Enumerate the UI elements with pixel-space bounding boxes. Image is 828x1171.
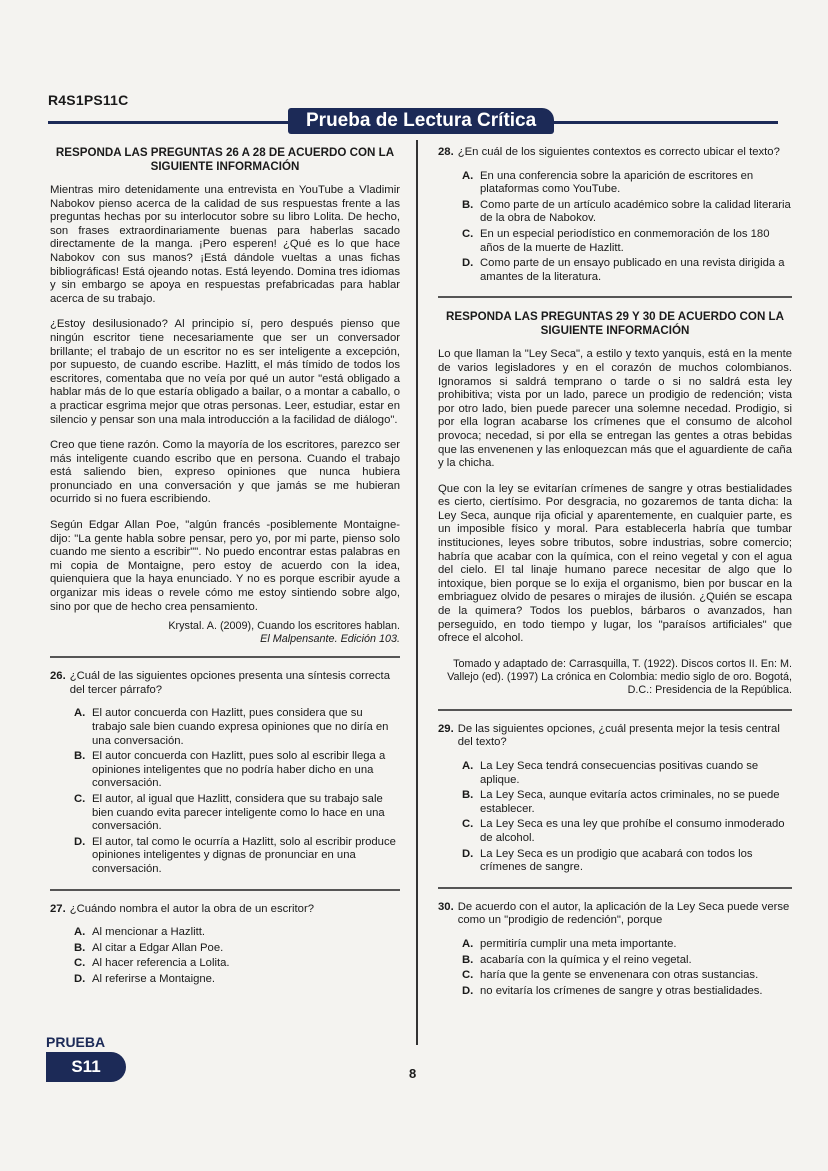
option-letter: C. [74,792,86,805]
answer-option[interactable] [462,170,792,197]
column-divider [416,140,418,1045]
reading-paragraph-1: Mientras miro detenidamente una entrevista en YouTube a Vladimir Nabokov pienso acerca de la calidad de sus respuestas frente a las preguntas hechas por su interlocutor sobre su libro Lolita. De hecho, son frases extraordinariamente buenas para haberlas sacado directamente de la manga. ¡Pero esperen! ¿Qué es lo que hace Nabokov con sus manos? ¡Está dándole vueltas a unas fichas bibliográficas! Está ojeando notas. Está leyendo. Domina tres idiomas y sin embargo se apoya en respuestas prefabricadas para hablar acerca de su trabajo. [50,184,400,305]
option-text: El autor, tal como le ocurría a Hazlitt, solo al escribir produce opiniones inteligentes y dignas de pronunciar en una conversación. [92,835,396,875]
left-column [50,146,400,999]
answer-option[interactable] [74,957,400,971]
answer-option[interactable] [462,954,792,968]
answer-option[interactable] [74,973,400,987]
question-number: 30. [438,900,454,913]
instruction-heading-26-28: RESPONDA LAS PREGUNTAS 26 A 28 DE ACUERDO CON LA SIGUIENTE INFORMACIÓN [55,146,395,173]
reading-paragraph-2: ¿Estoy desilusionado? Al principio sí, pero después pienso que ningún escritor tiene necesariamente que ser un conversador brillante; el trabajo de un escritor no es ser inteligente a excepción, por supuesto, de cuando escribe. Hazlitt, el más tímido de todos los escritores, comentaba que no veía por qué un autor "está obligado a hablar más de lo que estaría obligado a bailar, o a montar a caballo, o a practicar esgrima mejor que otras personas. Leer, estudiar, estar en silencio y pensar son una mala introducción a la facilidad de diálogo". [50,318,400,426]
option-letter: C. [462,227,474,240]
question-number: 26. [50,670,66,683]
page-number: 8 [409,1066,417,1081]
question-number: 28. [438,146,454,158]
answer-option[interactable] [462,938,792,952]
option-letter: D. [462,847,474,860]
option-letter: D. [462,984,474,997]
option-text: Como parte de un artículo académico sobre la calidad literaria de la obra de Nabokov. [480,198,791,225]
question-27-options [74,926,400,986]
option-letter: C. [462,969,474,982]
citation-line-2: El Malpensante. Edición 103. [260,633,400,646]
reading-paragraph-4: Según Edgar Allan Poe, "algún francés -posiblemente Montaigne- dijo: "La gente habla sobre pensar, pero yo, por mi parte, pienso solo cuando me siento a escribir"". No puedo encontrar estas palabras en mi copia de Montaigne, pero estoy de acuerdo con la idea, quienquiera que la haya enunciado. Y no es porque escribir ayude a organizar mis ideas o revele cómo me estoy sintiendo sobre algo, sino por que de hecho crea pensamiento. [50,519,400,613]
reading-paragraph-6: Que con la ley se evitarían crímenes de sangre y otras bestialidades es cierto, ciertísimo. Por desgracia, no gozaremos de tanta dicha: la Ley Seca, aunque rija oficial y aparentemente, en cualquier parte, es un imposible físico y moral. Para establecerla habría que tumbar instituciones, leyes sobre tributos, sobre industrias, sobre comercio; habría que acabar con la química, con el reino vegetal y con el agua del cielo. El tal linaje humano parece necesitar de algo que lo intoxique, bien porque se lo exija el organismo, bien por buscar en la embriaguez olvido de pesares o mirajes de ilusión. ¿Quién se escapa de la quimera? Todos los pueblos, bárbaros o avanzados, han perseguido, en todo tiempo y lugar, los "paraísos artificiales" que ofrece el alcohol. [438,482,792,645]
option-text: acabaría con la química y el reino vegetal. [480,953,692,966]
question-text: De las siguientes opciones, ¿cuál presenta mejor la tesis central del texto? [457,722,780,749]
answer-option[interactable] [74,750,400,791]
answer-option[interactable] [74,793,400,834]
option-letter: D. [74,835,86,848]
option-letter: C. [462,818,474,831]
option-letter: A. [462,937,474,950]
option-text: no evitaría los crímenes de sangre y otras bestialidades. [480,984,763,997]
option-text: Como parte de un ensayo publicado en una revista dirigida a amantes de la literatura. [480,257,785,283]
answer-option[interactable] [462,257,792,284]
option-text: La Ley Seca tendrá consecuencias positivas cuando se aplique. [480,760,759,786]
reading-paragraph-3: Creo que tiene razón. Como la mayoría de los escritores, parezco ser más inteligente cuando escribo que en persona. Cuando el trabajo está saliendo bien, expreso opiniones que nunca hubiera pronunciado en una conversación y que jamás se me hubieran ocurrido si no fuera escribiendo. [50,439,400,506]
option-text: Al hacer referencia a Lolita. [92,957,230,970]
right-column [438,146,792,1010]
question-text: ¿En cuál de los siguientes contextos es correcto ubicar el texto? [457,146,780,158]
option-text: Al mencionar a Hazlitt. [92,926,206,939]
document-code: R4S1PS11C [48,92,129,108]
answer-option[interactable] [462,199,792,226]
question-text: De acuerdo con el autor, la aplicación de la Ley Seca puede verse como un "prodigio de redención", porque [457,900,790,927]
question-27 [50,903,400,917]
question-30 [438,901,792,928]
section-separator [438,887,792,889]
option-text: El autor concuerda con Hazlitt, pues considera que su trabajo sale bien cuando expresa opiniones que no diría en una conversación. [92,707,389,747]
answer-option[interactable] [462,969,792,983]
answer-option[interactable] [462,789,792,816]
answer-option[interactable] [74,836,400,877]
section-separator [438,709,792,711]
source-citation [50,620,400,646]
option-text: El autor, al igual que Hazlitt, considera que su trabajo sale bien cuando evita parecer inteligente como lo hace en una conversación. [92,792,385,833]
option-letter: A. [74,926,86,939]
option-text: Al citar a Edgar Allan Poe. [92,941,224,954]
section-separator [50,656,400,658]
option-letter: C. [74,957,86,970]
option-letter: B. [74,750,86,763]
option-letter: A. [462,760,474,772]
option-letter: D. [74,972,86,985]
answer-option[interactable] [74,707,400,748]
answer-option[interactable] [462,848,792,875]
option-text: En un especial periodístico en conmemoración de los 180 años de la muerte de Hazlitt. [480,227,770,254]
answer-option[interactable] [462,818,792,845]
question-number: 27. [50,902,66,915]
question-text: ¿Cuál de las siguientes opciones presenta una síntesis correcta del tercer párrafo? [69,670,390,696]
option-text: La Ley Seca, aunque evitaría actos criminales, no se puede establecer. [480,789,780,815]
question-28 [438,146,792,160]
option-text: El autor concuerda con Hazlitt, pues solo al escribir llega a opiniones inteligentes que no podría haber dicho en una conversación. [92,750,386,790]
question-29-options [462,760,792,875]
option-letter: A. [462,169,474,182]
option-letter: B. [462,953,474,966]
option-text: En una conferencia sobre la aparición de escritores en plataformas como YouTube. [480,169,754,196]
answer-option[interactable] [74,926,400,940]
test-badge: S11 [46,1052,126,1082]
section-separator [50,889,400,891]
question-text: ¿Cuándo nombra el autor la obra de un escritor? [69,902,314,915]
question-26-options [74,707,400,876]
question-number: 29. [438,722,454,735]
option-letter: B. [462,198,474,211]
prueba-label: PRUEBA [46,1034,106,1050]
citation-line-1: Krystal. A. (2009), Cuando los escritores hablan. [168,620,400,633]
instruction-heading-29-30: RESPONDA LAS PREGUNTAS 29 Y 30 DE ACUERDO CON LA SIGUIENTE INFORMACIÓN [446,310,784,338]
option-letter: A. [74,707,86,720]
reading-paragraph-5: Lo que llaman la "Ley Seca", a estilo y texto yanquis, está en la mente de varios legisladores y en el corazón de muchos colombianos. Ignoramos si saldrá temprano o tarde o si no saldrá esta ley prohibitiva; vista por un lado, parece un prodigio de redención; vista por otro lado, bien puede parecer una solemne necedad. Prodigio, si por ella logran acabarse los crímenes que el consumo de alcohol provoca; necedad, si por ella se entregan las gentes a otras bebidas que las envenenen y las enloquezcan más que el aguardiente de caña y la chicha. [438,348,792,470]
answer-option[interactable] [462,760,792,787]
option-letter: B. [74,941,86,954]
option-text: La Ley Seca es una ley que prohíbe el consumo inmoderado de alcohol. [480,818,785,844]
question-29 [438,723,792,750]
option-text: haría que la gente se envenenara con otras sustancias. [480,969,759,982]
option-letter: B. [462,789,474,802]
answer-option[interactable] [462,985,792,999]
option-text: Al referirse a Montaigne. [92,972,216,985]
source-citation-2: Tomado y adaptado de: Carrasquilla, T. (1922). Discos cortos II. En: M. Vallejo (ed). (1997) La crónica en Colombia: medio siglo de oro. Bogotá, D.C.: Presidencia de la República. [447,657,792,696]
option-letter: D. [462,257,474,270]
question-28-options [462,170,792,285]
option-text: La Ley Seca es un prodigio que acabará con todos los crímenes de sangre. [480,847,753,874]
option-text: permitiría cumplir una meta importante. [480,937,677,950]
question-30-options [462,938,792,998]
question-26 [50,670,400,697]
answer-option[interactable] [462,228,792,255]
answer-option[interactable] [74,942,400,956]
page-title: Prueba de Lectura Crítica [288,108,554,134]
section-separator [438,296,792,298]
